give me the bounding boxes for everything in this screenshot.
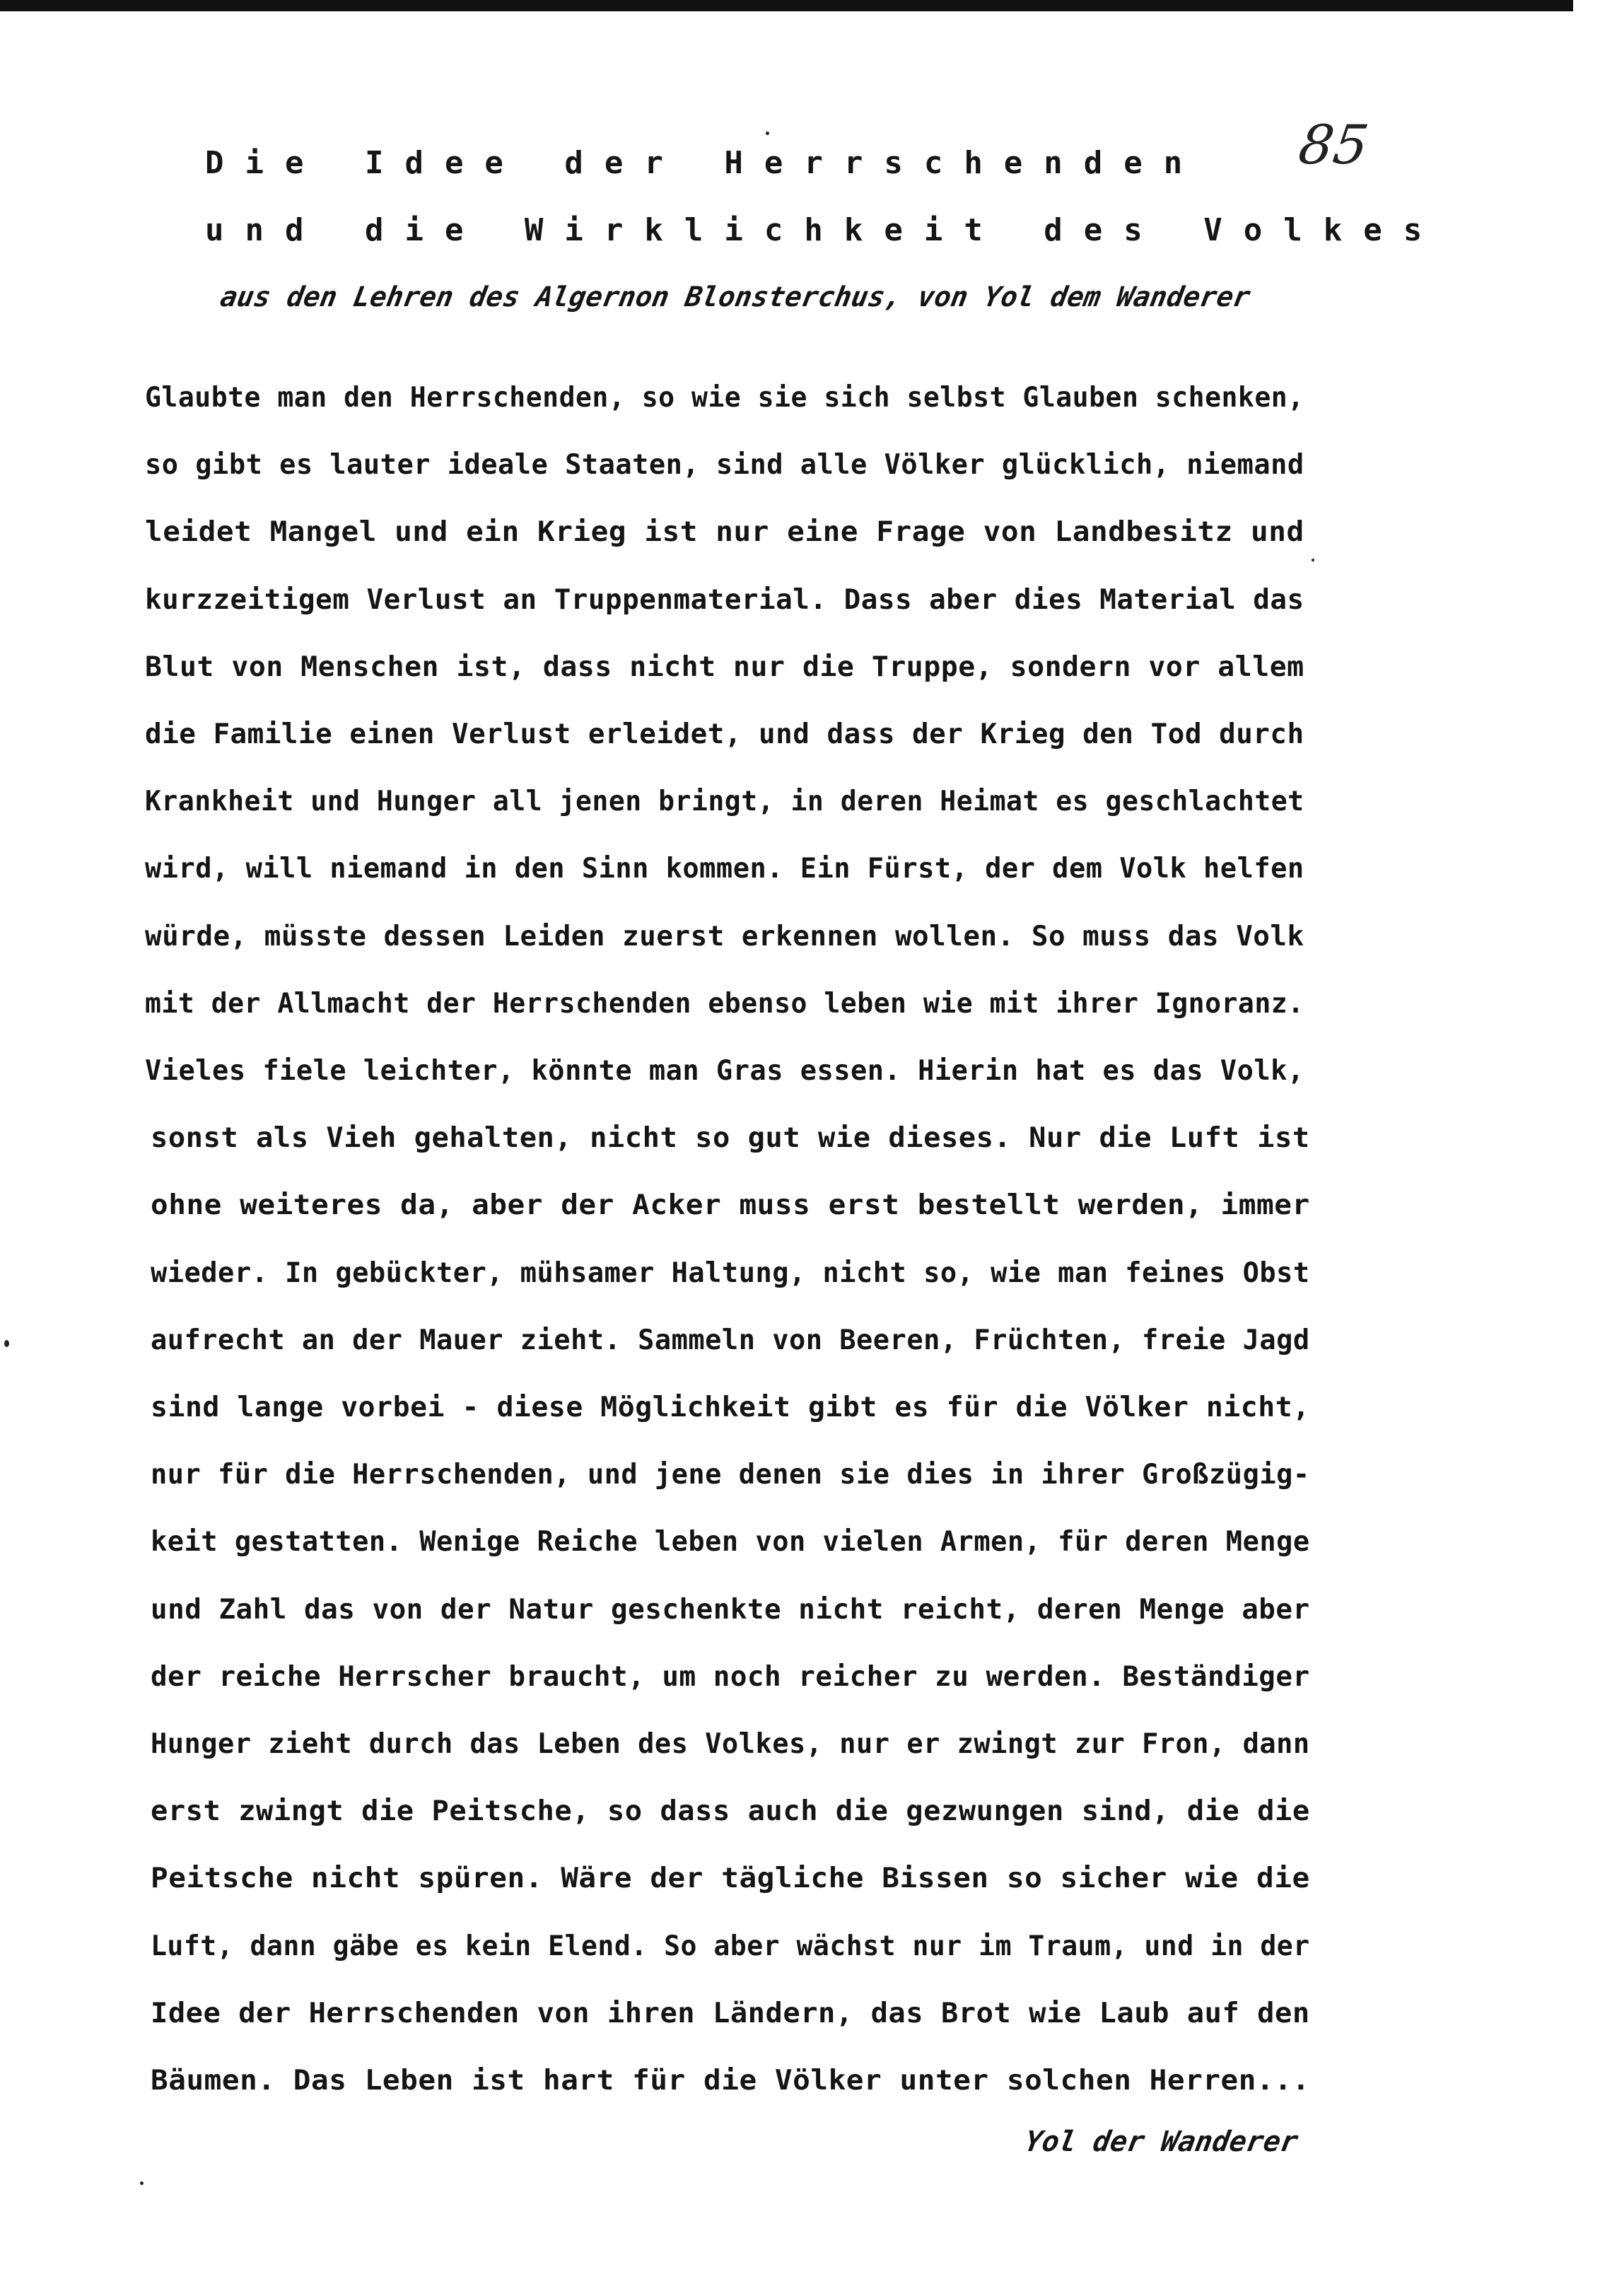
body-line: der reiche Herrscher braucht, um noch reicher zu werden. Beständiger: [151, 1660, 1310, 1693]
scan-speck: [140, 2181, 144, 2185]
body-line: sind lange vorbei - diese Möglichkeit gibt es für die Völker nicht,: [151, 1392, 1310, 1423]
body-line: keit gestatten. Wenige Reiche leben von vielen Armen, für deren Menge: [151, 1526, 1310, 1558]
body-line: leidet Mangel und ein Krieg ist nur eine Frage von Landbesitz und: [145, 516, 1304, 549]
scan-speck: [4, 1340, 9, 1347]
body-line: aufrecht an der Mauer zieht. Sammeln von Beeren, Früchten, freie Jagd: [151, 1324, 1310, 1356]
body-line: sonst als Vieh gehalten, nicht so gut wie dieses. Nur die Luft ist: [151, 1122, 1310, 1155]
body-line: Peitsche nicht spüren. Wäre der tägliche Bissen so sicher wie die: [151, 1863, 1310, 1895]
body-line: wird, will niemand in den Sinn kommen. Ein Fürst, der dem Volk helfen: [145, 853, 1304, 885]
body-line: wieder. In gebückter, mühsamer Haltung, nicht so, wie man feines Obst: [151, 1257, 1310, 1289]
body-line: Glaubte man den Herrschenden, so wie sie sich selbst Glauben schenken,: [145, 382, 1304, 414]
body-line: Krankheit und Hunger all jenen bringt, in deren Heimat es geschlachtet: [145, 786, 1304, 818]
scan-speck: [766, 132, 769, 135]
body-line: mit der Allmacht der Herrschenden ebenso leben wie mit ihrer Ignoranz.: [145, 987, 1304, 1020]
title-line-2: und die Wirklichkeit des Volkes: [205, 212, 1444, 248]
body-line: Idee der Herrschenden von ihren Ländern, das Brot wie Laub auf den: [151, 1997, 1310, 2029]
body-line: Blut von Menschen ist, dass nicht nur die Truppe, sondern vor allem: [145, 651, 1304, 683]
body-line: ohne weiteres da, aber der Acker muss erst bestellt werden, immer: [151, 1189, 1310, 1222]
scan-speck: [1312, 559, 1314, 561]
body-line: und Zahl das von der Natur geschenkte nicht reicht, deren Menge aber: [151, 1593, 1310, 1626]
body-line: Luft, dann gäbe es kein Elend. So aber wächst nur im Traum, und in der: [151, 1930, 1310, 1962]
body-line: erst zwingt die Peitsche, so dass auch die gezwungen sind, die die: [151, 1795, 1310, 1828]
page-number: 85: [1295, 113, 1372, 176]
body-line: Hunger zieht durch das Leben des Volkes, nur er zwingt zur Fron, dann: [151, 1728, 1310, 1760]
body-line: würde, müsste dessen Leiden zuerst erkennen wollen. So muss das Volk: [145, 920, 1304, 952]
body-line: so gibt es lauter ideale Staaten, sind alle Völker glücklich, niemand: [145, 449, 1304, 482]
top-border-rule: [0, 0, 1573, 11]
body-line: kurzzeitigem Verlust an Truppenmaterial. Dass aber dies Material das: [145, 583, 1304, 616]
body-line: die Familie einen Verlust erleidet, und dass der Krieg den Tod durch: [145, 718, 1304, 750]
body-line: nur für die Herrschenden, und jene denen sie dies in ihrer Großzügig-: [151, 1459, 1310, 1491]
body-line: Vieles fiele leichter, könnte man Gras essen. Hierin hat es das Volk,: [145, 1055, 1304, 1087]
signature: Yol der Wanderer: [1022, 2126, 1301, 2158]
title-line-1: Die Idee der Herrschenden: [205, 145, 1204, 181]
subtitle: aus den Lehren des Algernon Blonsterchus, von Yol dem Wanderer: [218, 281, 1253, 313]
body-line: Bäumen. Das Leben ist hart für die Völker unter solchen Herren...: [151, 2065, 1310, 2097]
